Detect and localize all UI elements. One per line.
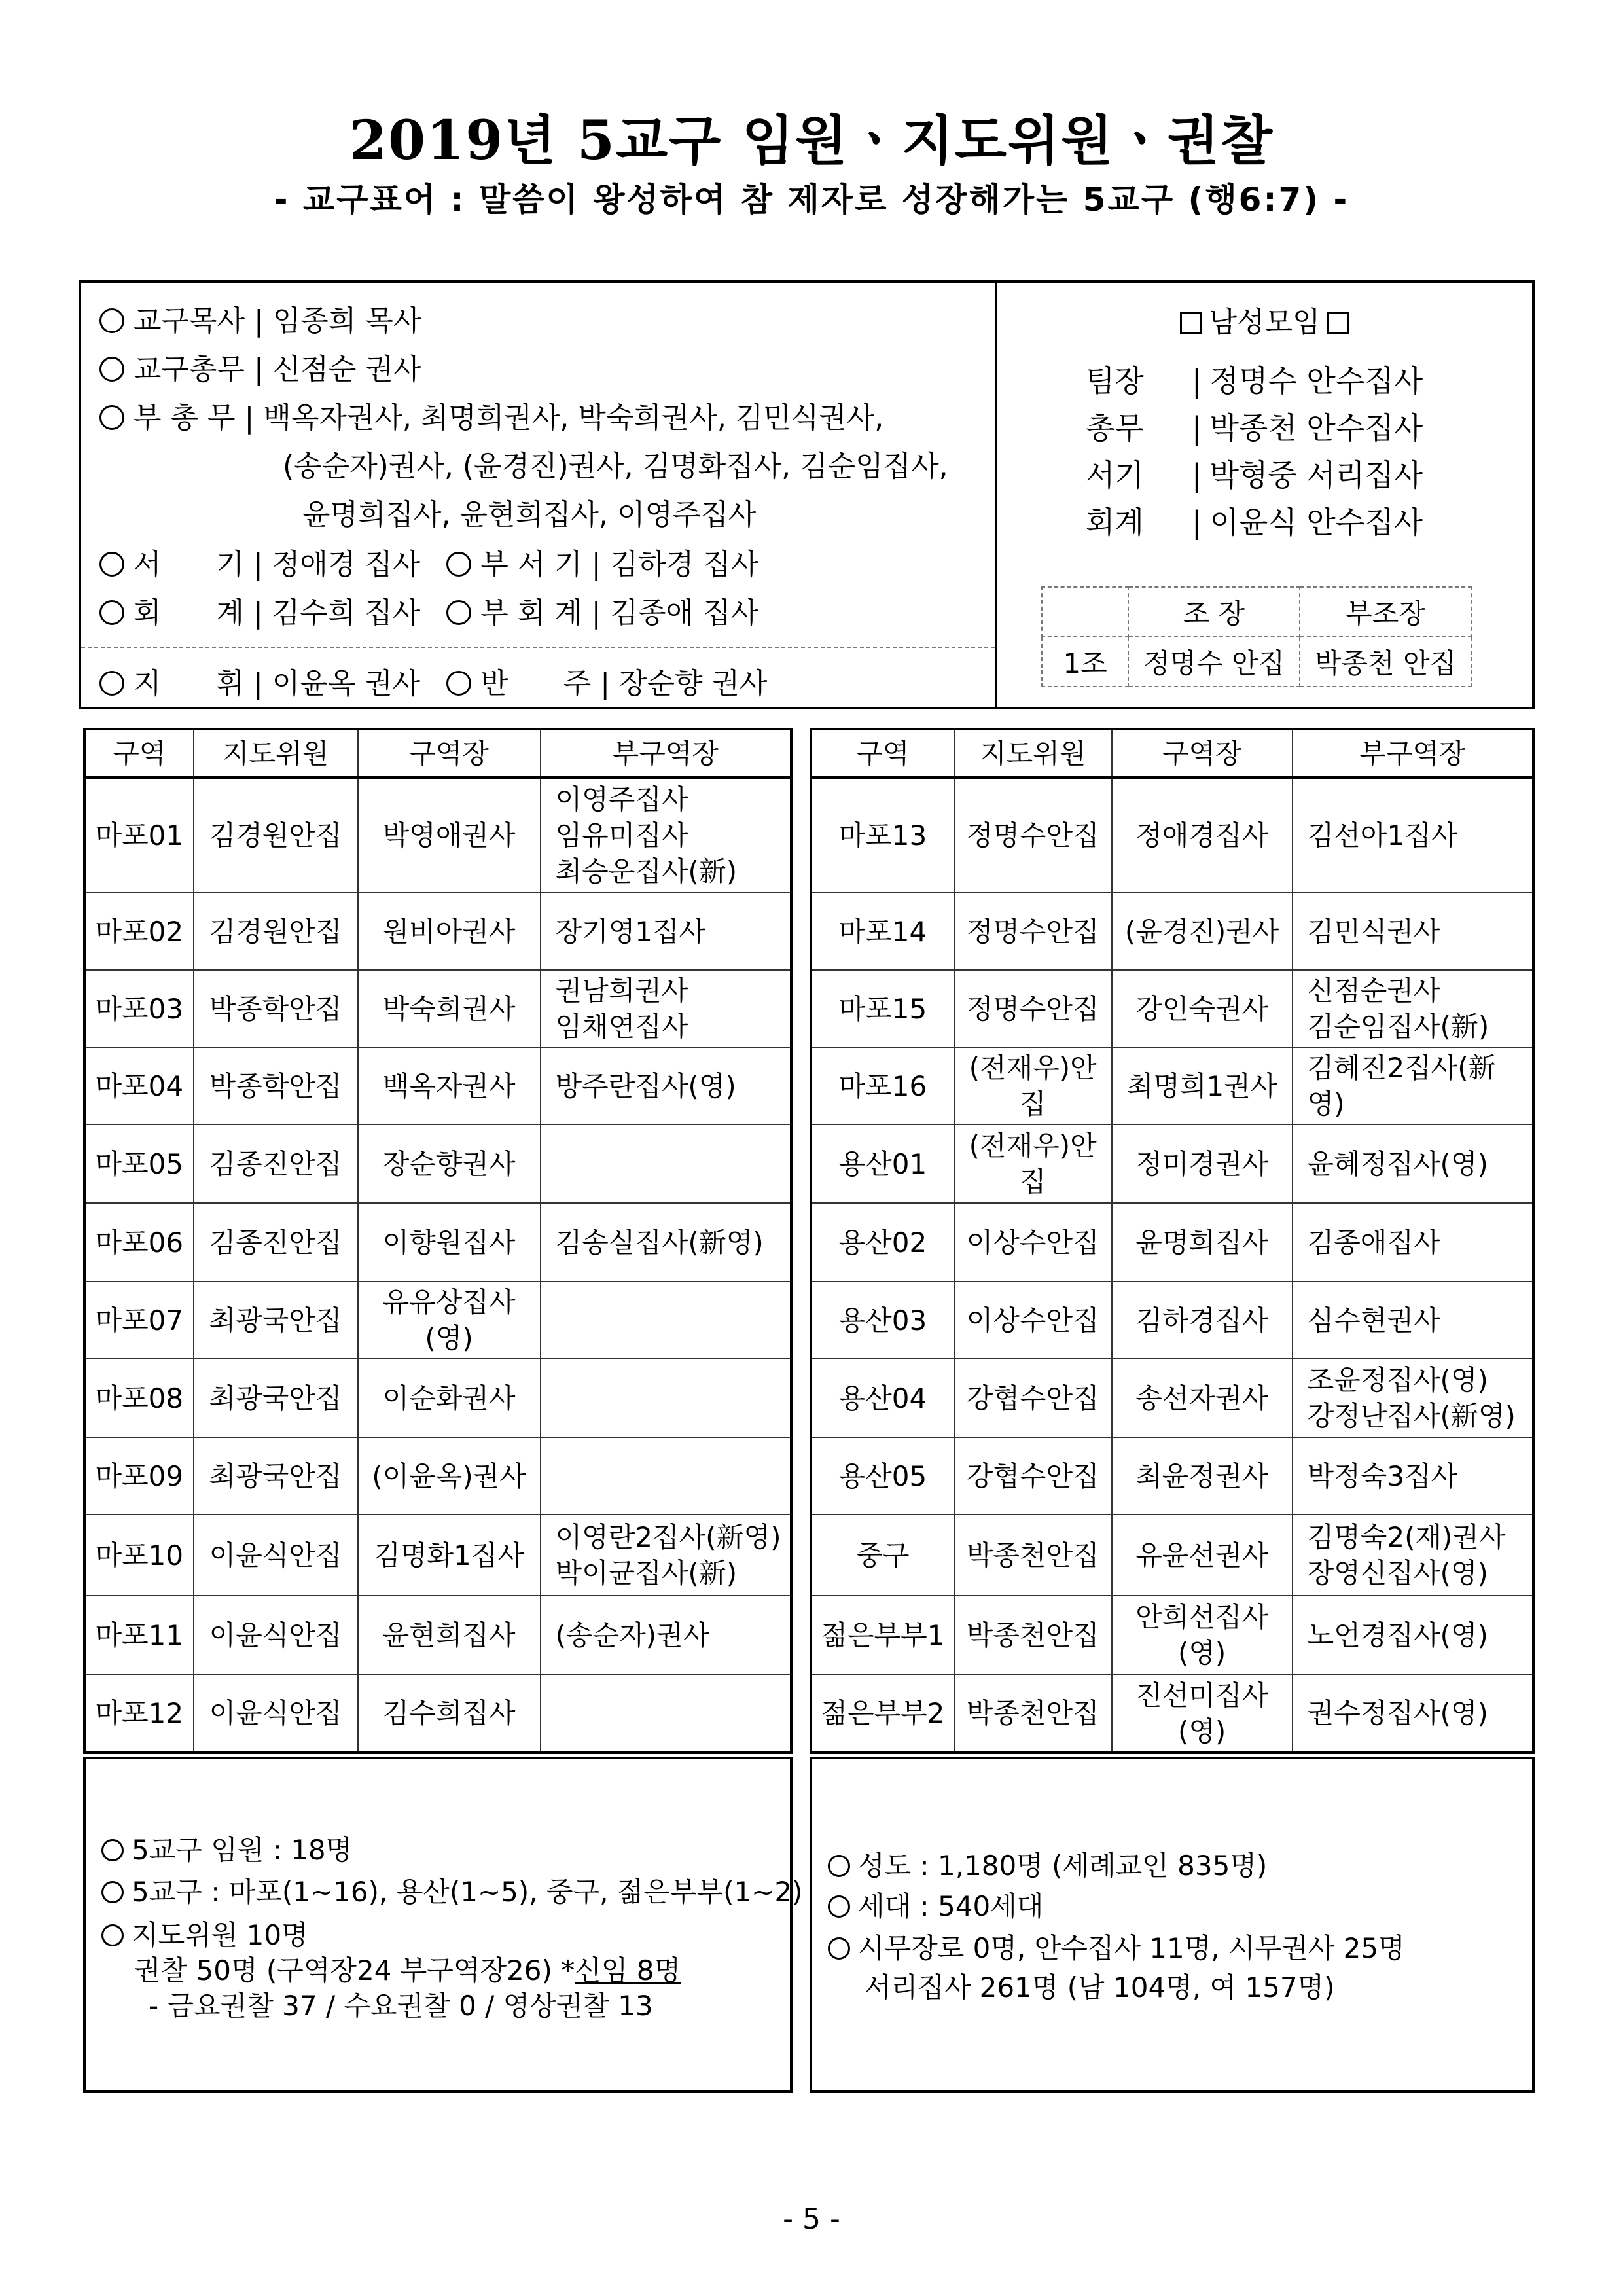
summary-line: 5교구 임원 : 18명 <box>101 1829 352 1868</box>
circle-bullet-icon <box>99 671 124 696</box>
leader-cell: 박영애권사 <box>358 778 541 893</box>
leader-cell: 원비아권사 <box>358 893 541 970</box>
zone-cell: 용산03 <box>811 1282 954 1359</box>
page-title: 2019년 5교구 임원ㆍ지도위원ㆍ권찰 <box>349 109 1274 172</box>
divider: | <box>1192 363 1202 399</box>
divider: | <box>1192 410 1202 446</box>
table-row <box>811 970 1533 1047</box>
table-row <box>84 1047 791 1124</box>
sub-leader: 이영란2집사(新영) <box>555 1521 781 1553</box>
advisor-cell: 강협수안집 <box>954 1359 1112 1437</box>
zone-cell: 마포11 <box>84 1596 194 1674</box>
group-header-cell <box>1042 587 1128 637</box>
summary-line: - 금요권찰 37 / 수요권찰 0 / 영상권찰 13 <box>149 1990 653 2022</box>
sub-leader: 김민식권사 <box>1307 915 1440 948</box>
sub-leader: 김송실집사(新영) <box>555 1226 764 1259</box>
leader-cell: 강인숙권사 <box>1112 970 1293 1047</box>
mens-role-row <box>1086 499 1423 542</box>
sub-leader-cell <box>541 970 791 1047</box>
advisor-cell: 김종진안집 <box>194 1124 358 1203</box>
leader-cell: 정미경권사 <box>1112 1124 1293 1203</box>
sub-leader-cell <box>1293 893 1533 970</box>
officer-chief: 교구총무 | 신점순 권사 <box>99 346 421 387</box>
sub-leader-cell <box>541 893 791 970</box>
group-header-cell: 조 장 <box>1128 587 1300 637</box>
sub-leader: 노언경집사(영) <box>1307 1619 1488 1651</box>
zone-cell: 마포06 <box>84 1203 194 1282</box>
table-row <box>811 1359 1533 1437</box>
sub-leader-cell <box>1293 1596 1533 1674</box>
leader-cell: (이윤옥)권사 <box>358 1437 541 1515</box>
sub-leader: 임유미집사 <box>555 819 688 852</box>
role-name: 이윤식 안수집사 <box>1209 505 1423 540</box>
table-row <box>811 1203 1533 1282</box>
sub-leader: 권수정집사(영) <box>1307 1697 1488 1729</box>
role-label: 회계 <box>1086 505 1144 540</box>
leader-cell: 윤명희집사 <box>1112 1203 1293 1282</box>
mens-group-title: 남성모임 <box>997 298 1532 340</box>
advisor-cell: 이윤식안집 <box>194 1515 358 1596</box>
table-header <box>811 729 1533 778</box>
zone-cell: 마포02 <box>84 893 194 970</box>
sub-leader-cell <box>1293 1437 1533 1515</box>
role-name: 정명수 안수집사 <box>1209 363 1423 399</box>
circle-bullet-icon <box>101 1924 124 1946</box>
advisor-cell: (전재우)안집 <box>954 1047 1112 1124</box>
leader-cell: 안희선집사(영) <box>1112 1596 1293 1674</box>
leader-cell: 김하경집사 <box>1112 1282 1293 1359</box>
zone-cell: 젊은부부1 <box>811 1596 954 1674</box>
officers-box <box>79 280 1535 709</box>
table-row <box>84 1515 791 1596</box>
sub-leader: 최승운집사(新) <box>555 855 738 888</box>
advisor-cell: 최광국안집 <box>194 1282 358 1359</box>
circle-bullet-icon <box>446 671 471 696</box>
sub-leader-cell <box>1293 778 1533 893</box>
role-label: 총무 <box>1086 410 1144 446</box>
sub-leader-cell <box>541 1203 791 1282</box>
page-number: - 5 - <box>783 2202 840 2236</box>
advisor-cell: 정명수안집 <box>954 893 1112 970</box>
leader-cell: 윤현희집사 <box>358 1596 541 1674</box>
circle-bullet-icon <box>101 1839 124 1861</box>
sub-leader: 김선아1집사 <box>1307 819 1458 852</box>
sub-leader-cell <box>1293 1047 1533 1124</box>
advisor-cell: 이윤식안집 <box>194 1674 358 1753</box>
sub-leader: 윤혜정집사(영) <box>1307 1147 1488 1180</box>
summary-line: 권찰 50명 (구역장24 부구역장26) *신임 8명 <box>134 1954 681 1986</box>
table-row <box>84 1203 791 1282</box>
mens-role-row <box>1086 357 1423 401</box>
sub-leader: 신점순권사 <box>1307 975 1440 1007</box>
zone-cell: 마포15 <box>811 970 954 1047</box>
sub-leader: 김종애집사 <box>1307 1226 1440 1259</box>
table-row <box>811 1596 1533 1674</box>
group-table-header <box>1042 587 1471 637</box>
table-row <box>811 1124 1533 1203</box>
sub-leader: 김명숙2(재)권사 <box>1307 1521 1506 1553</box>
table-row <box>84 1674 791 1753</box>
sub-leader: 장영신집사(영) <box>1307 1557 1488 1589</box>
divider: | <box>1192 457 1202 493</box>
zone-cell: 마포16 <box>811 1047 954 1124</box>
role-name: 박형중 서리집사 <box>1209 457 1423 493</box>
officer-vice: 부 총 무 | 백옥자권사, 최명희권사, 박숙희권사, 김민식권사, <box>99 394 883 436</box>
square-bullet-icon <box>1327 312 1349 334</box>
circle-bullet-icon <box>99 405 124 430</box>
zone-cell: 마포08 <box>84 1359 194 1437</box>
column-header: 지도위원 <box>954 729 1112 778</box>
sub-leader-cell <box>541 1047 791 1124</box>
circle-bullet-icon <box>101 1881 124 1903</box>
mens-role-row <box>1086 452 1423 495</box>
table-row <box>811 1047 1533 1124</box>
sub-leader: 박이균집사(新) <box>555 1557 738 1589</box>
advisor-cell: 강협수안집 <box>954 1437 1112 1515</box>
group-cell: 박종천 안집 <box>1300 637 1471 687</box>
table-row <box>84 1124 791 1203</box>
circle-bullet-icon <box>446 552 471 577</box>
sub-leader-cell <box>541 778 791 893</box>
officer-vice-cont-1: (송순자)권사, (윤경진)권사, 김명화집사, 김순임집사, <box>283 450 948 483</box>
circle-bullet-icon <box>99 357 124 382</box>
circle-bullet-icon <box>99 552 124 577</box>
leader-cell: 이향원집사 <box>358 1203 541 1282</box>
leader-cell: 송선자권사 <box>1112 1359 1293 1437</box>
sub-leader-cell <box>541 1282 791 1359</box>
column-header: 구역 <box>84 729 194 778</box>
advisor-cell: 최광국안집 <box>194 1359 358 1437</box>
column-header: 구역장 <box>1112 729 1293 778</box>
role-label: 팀장 <box>1086 363 1144 399</box>
leader-cell: 최윤정권사 <box>1112 1437 1293 1515</box>
circle-bullet-icon <box>828 1895 850 1918</box>
column-header: 지도위원 <box>194 729 358 778</box>
group-cell: 1조 <box>1042 637 1128 687</box>
table-row <box>811 1674 1533 1753</box>
zone-cell: 마포10 <box>84 1515 194 1596</box>
leader-cell: 유윤선권사 <box>1112 1515 1293 1596</box>
summary-line: 세대 : 540세대 <box>828 1885 1043 1924</box>
circle-bullet-icon <box>99 600 124 625</box>
summary-right <box>810 1757 1535 2093</box>
mens-group-panel <box>997 283 1532 707</box>
sub-leader-cell <box>541 1124 791 1203</box>
table-row <box>811 1282 1533 1359</box>
mens-role-row <box>1086 404 1423 448</box>
table-row <box>84 1282 791 1359</box>
table-row <box>811 893 1533 970</box>
summary-line: 5교구 : 마포(1~16), 용산(1~5), 중구, 젊은부부(1~2) <box>101 1871 802 1910</box>
column-header: 구역 <box>811 729 954 778</box>
advisor-cell: 박종학안집 <box>194 970 358 1047</box>
leader-cell: 진선미집사(영) <box>1112 1674 1293 1753</box>
new-count: 신임 8명 <box>575 1954 681 1986</box>
advisor-cell: 박종천안집 <box>954 1674 1112 1753</box>
advisor-cell: 이상수안집 <box>954 1282 1112 1359</box>
sub-leader: 박정숙3집사 <box>1307 1460 1458 1492</box>
motto: - 교구표어 : 말씀이 왕성하여 참 제자로 성장해가는 5교구 (행6:7) - <box>274 181 1349 219</box>
table-row <box>84 1437 791 1515</box>
leader-cell: 정애경집사 <box>1112 778 1293 893</box>
zone-table-right <box>810 728 1535 1754</box>
sub-leader: 조윤정집사(영) <box>1307 1364 1488 1396</box>
group-cell: 정명수 안집 <box>1128 637 1300 687</box>
zone-cell: 마포12 <box>84 1674 194 1753</box>
sub-leader-cell <box>1293 1203 1533 1282</box>
table-row <box>84 1596 791 1674</box>
table-header <box>84 729 791 778</box>
zone-cell: 중구 <box>811 1515 954 1596</box>
advisor-cell: 박종천안집 <box>954 1515 1112 1596</box>
sub-leader: 이영주집사 <box>555 783 688 816</box>
advisor-cell: 박종천안집 <box>954 1596 1112 1674</box>
role-label: 서기 <box>1086 457 1144 493</box>
circle-bullet-icon <box>828 1937 850 1960</box>
advisor-cell: 김종진안집 <box>194 1203 358 1282</box>
sub-leader-cell <box>1293 1282 1533 1359</box>
officer-secretary: 서 기 | 정애경 집사 부 서 기 | 김하경 집사 <box>99 541 758 583</box>
zone-cell: 용산05 <box>811 1437 954 1515</box>
zone-cell: 용산02 <box>811 1203 954 1282</box>
column-header: 부구역장 <box>1293 729 1533 778</box>
summary-left <box>83 1757 803 2093</box>
zone-table-left <box>83 728 793 1754</box>
table-row <box>84 778 791 893</box>
sub-leader-cell <box>1293 1124 1533 1203</box>
sub-leader: 방주란집사(영) <box>555 1069 736 1102</box>
zone-cell: 마포01 <box>84 778 194 893</box>
table-row <box>84 1359 791 1437</box>
leader-cell: 유유상집사(영) <box>358 1282 541 1359</box>
advisor-cell: 최광국안집 <box>194 1437 358 1515</box>
sub-leader-cell <box>1293 1515 1533 1596</box>
table-row <box>84 893 791 970</box>
sub-leader-cell <box>1293 1674 1533 1753</box>
circle-bullet-icon <box>446 600 471 625</box>
sub-leader-cell <box>1293 1359 1533 1437</box>
sub-leader: 심수현권사 <box>1307 1304 1440 1336</box>
leader-cell: 최명희1권사 <box>1112 1047 1293 1124</box>
advisor-cell: 이상수안집 <box>954 1203 1112 1282</box>
zone-cell: 젊은부부2 <box>811 1674 954 1753</box>
sub-leader: 김혜진2집사(新영) <box>1307 1052 1496 1120</box>
leader-cell: 김수희집사 <box>358 1674 541 1753</box>
leader-cell: 백옥자권사 <box>358 1047 541 1124</box>
officer-conductor: 지 휘 | 이윤옥 권사 반 주 | 장순향 권사 <box>99 660 768 702</box>
group-table-row <box>1042 637 1471 687</box>
table-row <box>811 1437 1533 1515</box>
zone-cell: 마포05 <box>84 1124 194 1203</box>
summary-line: 시무장로 0명, 안수집사 11명, 시무권사 25명 <box>828 1927 1405 1966</box>
table-row <box>84 970 791 1047</box>
square-bullet-icon <box>1180 312 1202 334</box>
advisor-cell: 이윤식안집 <box>194 1596 358 1674</box>
zone-cell: 마포04 <box>84 1047 194 1124</box>
leader-cell: (윤경진)권사 <box>1112 893 1293 970</box>
sub-leader: (송순자)권사 <box>555 1619 710 1651</box>
sub-leader-cell <box>541 1596 791 1674</box>
sub-leader-cell <box>541 1674 791 1753</box>
advisor-cell: 정명수안집 <box>954 778 1112 893</box>
divider <box>81 647 995 648</box>
advisor-cell: 박종학안집 <box>194 1047 358 1124</box>
zone-cell: 용산04 <box>811 1359 954 1437</box>
sub-leader: 권남희권사 <box>555 975 688 1007</box>
sub-leader: 장기영1집사 <box>555 915 706 948</box>
advisor-cell: 정명수안집 <box>954 970 1112 1047</box>
summary-line: 성도 : 1,180명 (세례교인 835명) <box>828 1844 1267 1884</box>
officers-panel <box>81 283 997 707</box>
group-table <box>1041 586 1472 687</box>
officer-pastor: 교구목사 | 임종희 목사 <box>99 297 421 339</box>
zone-cell: 마포14 <box>811 893 954 970</box>
zone-cell: 마포03 <box>84 970 194 1047</box>
advisor-cell: 김경원안집 <box>194 893 358 970</box>
leader-cell: 이순화권사 <box>358 1359 541 1437</box>
officer-treasurer: 회 계 | 김수희 집사 부 회 계 | 김종애 집사 <box>99 589 758 631</box>
circle-bullet-icon <box>828 1855 850 1877</box>
sub-leader: 임채연집사 <box>555 1011 688 1043</box>
sub-leader: 김순임집사(新) <box>1307 1011 1489 1043</box>
role-name: 박종천 안수집사 <box>1209 410 1423 446</box>
sub-leader: 강정난집사(新영) <box>1307 1400 1516 1432</box>
sub-leader-cell <box>1293 970 1533 1047</box>
zone-cell: 마포13 <box>811 778 954 893</box>
leader-cell: 김명화1집사 <box>358 1515 541 1596</box>
leader-cell: 장순향권사 <box>358 1124 541 1203</box>
leader-cell: 박숙희권사 <box>358 970 541 1047</box>
advisor-cell: (전재우)안집 <box>954 1124 1112 1203</box>
divider: | <box>1192 505 1202 540</box>
circle-bullet-icon <box>99 308 124 333</box>
zone-cell: 마포07 <box>84 1282 194 1359</box>
officer-vice-cont-2: 윤명희집사, 윤현희집사, 이영주집사 <box>302 498 757 531</box>
sub-leader-cell <box>541 1359 791 1437</box>
sub-leader-cell <box>541 1515 791 1596</box>
summary-line: 서리집사 261명 (남 104명, 여 157명) <box>865 1971 1335 2003</box>
zone-cell: 마포09 <box>84 1437 194 1515</box>
table-row <box>811 778 1533 893</box>
group-header-cell: 부조장 <box>1300 587 1471 637</box>
table-row <box>811 1515 1533 1596</box>
summary-line: 지도위원 10명 <box>101 1914 308 1953</box>
column-header: 부구역장 <box>541 729 791 778</box>
sub-leader-cell <box>541 1437 791 1515</box>
advisor-cell: 김경원안집 <box>194 778 358 893</box>
zone-cell: 용산01 <box>811 1124 954 1203</box>
column-header: 구역장 <box>358 729 541 778</box>
